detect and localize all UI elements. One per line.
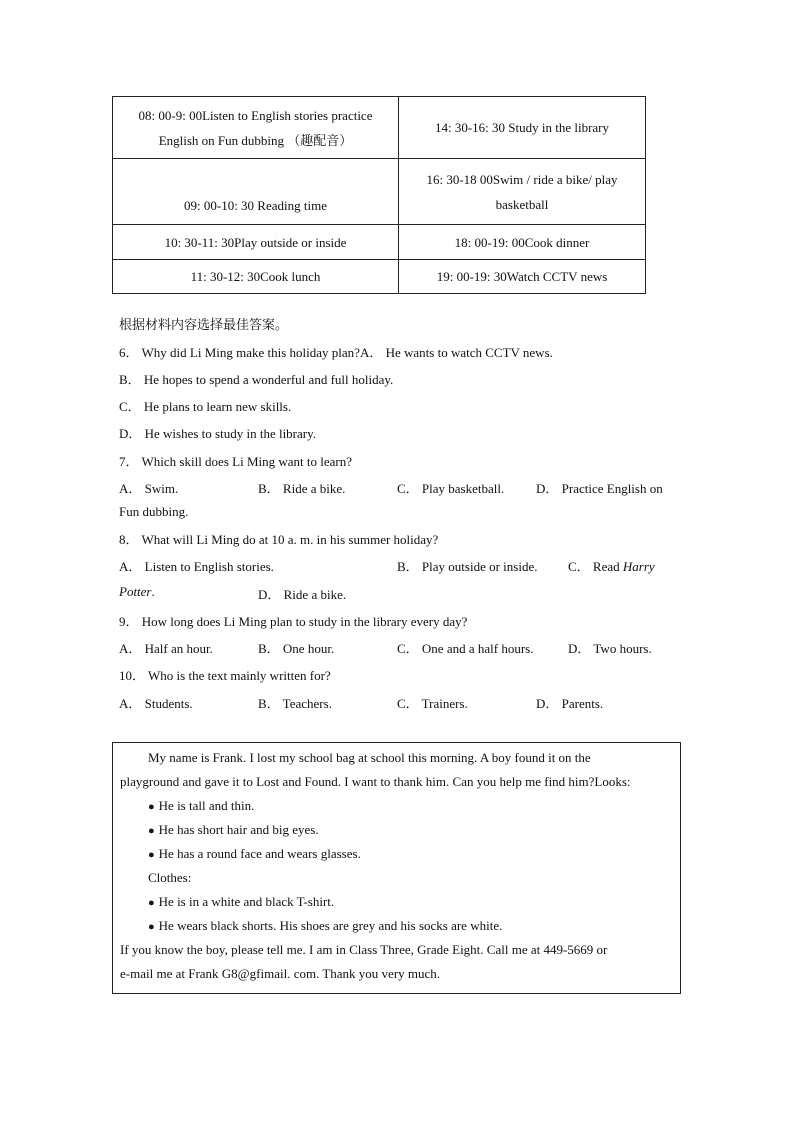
passage-line: playground and gave it to Lost and Found. I want to thank him. Can you help me find him?Looks: <box>120 774 631 789</box>
bullet-text: He wears black shorts. His shoes are grey and his socks are white. <box>158 918 503 933</box>
bullet-item <box>148 894 334 910</box>
schedule-text: 11: 30-12: 30Cook lunch <box>190 269 321 284</box>
question-8-stem: 8． What will Li Ming do at 10 a. m. in his summer holiday? <box>119 532 439 547</box>
schedule-row <box>113 225 646 260</box>
schedule-row <box>113 97 646 159</box>
book-title-continued: Potter <box>119 584 152 599</box>
schedule-cell <box>399 260 646 294</box>
schedule-text: 19: 00-19: 30Watch CCTV news <box>436 269 608 284</box>
question-7-option-c: C． Play basketball. <box>397 481 505 496</box>
bullet-text: He is in a white and black T-shirt. <box>158 894 335 909</box>
option-c-label: C． Read <box>568 559 623 574</box>
schedule-cell <box>399 159 646 225</box>
question-9-option-d: D． Two hours. <box>568 641 652 656</box>
schedule-text: 09: 00-10: 30 Reading time <box>184 198 327 213</box>
question-9-option-b: B． One hour. <box>258 641 335 656</box>
passage-line: My name is Frank. I lost my school bag at school this morning. A boy found it on the <box>148 750 591 765</box>
schedule-text: English on Fun dubbing （趣配音） <box>158 132 353 148</box>
question-7-option-d: D． Practice English on <box>536 481 663 496</box>
question-10-option-b: B． Teachers. <box>258 696 332 711</box>
schedule-text: basketball <box>495 196 549 212</box>
bullet-item <box>148 846 361 862</box>
question-8-option-b: B． Play outside or inside. <box>397 559 538 574</box>
question-7-option-a: A． Swim. <box>119 481 179 496</box>
question-6-option-c: C． He plans to learn new skills. <box>119 399 292 414</box>
passage-line: If you know the boy, please tell me. I am in Class Three, Grade Eight. Call me at 449-5669 or <box>120 942 608 957</box>
question-7-stem: 7． Which skill does Li Ming want to learn? <box>119 454 352 469</box>
bullet-icon: ● <box>148 801 155 813</box>
schedule-text: 08: 00-9: 00Listen to English stories practice <box>138 107 373 123</box>
question-8-option-a: A． Listen to English stories. <box>119 559 274 574</box>
schedule-text: 18: 00-19: 00Cook dinner <box>454 234 590 250</box>
question-10-option-a: A． Students. <box>119 696 193 711</box>
clothes-label: Clothes: <box>148 870 192 885</box>
schedule-table <box>112 96 646 294</box>
question-8-option-c-continued <box>119 584 155 600</box>
bullet-text: He is tall and thin. <box>158 798 255 813</box>
question-9-option-c: C． One and a half hours. <box>397 641 534 656</box>
schedule-cell <box>113 159 399 225</box>
bullet-icon: ● <box>148 849 155 861</box>
question-8-option-d: D． Ride a bike. <box>258 587 347 602</box>
question-10-stem: 10． Who is the text mainly written for? <box>119 668 331 683</box>
schedule-cell <box>113 260 399 294</box>
schedule-row <box>113 159 646 225</box>
question-6-option-b: B． He hopes to spend a wonderful and full holiday. <box>119 372 394 387</box>
bullet-icon: ● <box>148 825 155 837</box>
question-10-option-d: D． Parents. <box>536 696 604 711</box>
question-9-stem: 9． How long does Li Ming plan to study in the library every day? <box>119 614 468 629</box>
bullet-text: He has a round face and wears glasses. <box>158 846 361 861</box>
schedule-cell <box>113 225 399 260</box>
bullet-text: He has short hair and big eyes. <box>158 822 319 837</box>
instruction: 根据材料内容选择最佳答案。 <box>119 318 289 333</box>
bullet-item <box>148 822 319 838</box>
bullet-item <box>148 918 502 934</box>
period: . <box>151 584 155 599</box>
question-7-option-d-continued: Fun dubbing. <box>119 504 189 519</box>
schedule-cell <box>399 225 646 260</box>
schedule-cell <box>399 97 646 159</box>
bullet-item <box>148 798 254 814</box>
schedule-text: 14: 30-16: 30 Study in the library <box>434 120 610 135</box>
question-6-stem: 6． Why did Li Ming make this holiday plan?A． He wants to watch CCTV news. <box>119 345 553 360</box>
question-7-option-b: B． Ride a bike. <box>258 481 346 496</box>
book-title: Harry <box>622 559 655 574</box>
passage-box <box>112 742 681 994</box>
schedule-cell <box>113 97 399 159</box>
schedule-row <box>113 260 646 294</box>
schedule-text: 16: 30-18 00Swim / ride a bike/ play <box>426 171 618 187</box>
question-8-option-c <box>568 556 655 575</box>
bullet-icon: ● <box>148 921 155 933</box>
question-9-option-a: A． Half an hour. <box>119 641 213 656</box>
schedule-text: 10: 30-11: 30Play outside or inside <box>164 234 347 250</box>
bullet-icon: ● <box>148 897 155 909</box>
question-10-option-c: C． Trainers. <box>397 696 468 711</box>
passage-line: e-mail me at Frank G8@gfimail. com. Thank you very much. <box>120 966 441 981</box>
question-6-option-d: D． He wishes to study in the library. <box>119 426 317 441</box>
